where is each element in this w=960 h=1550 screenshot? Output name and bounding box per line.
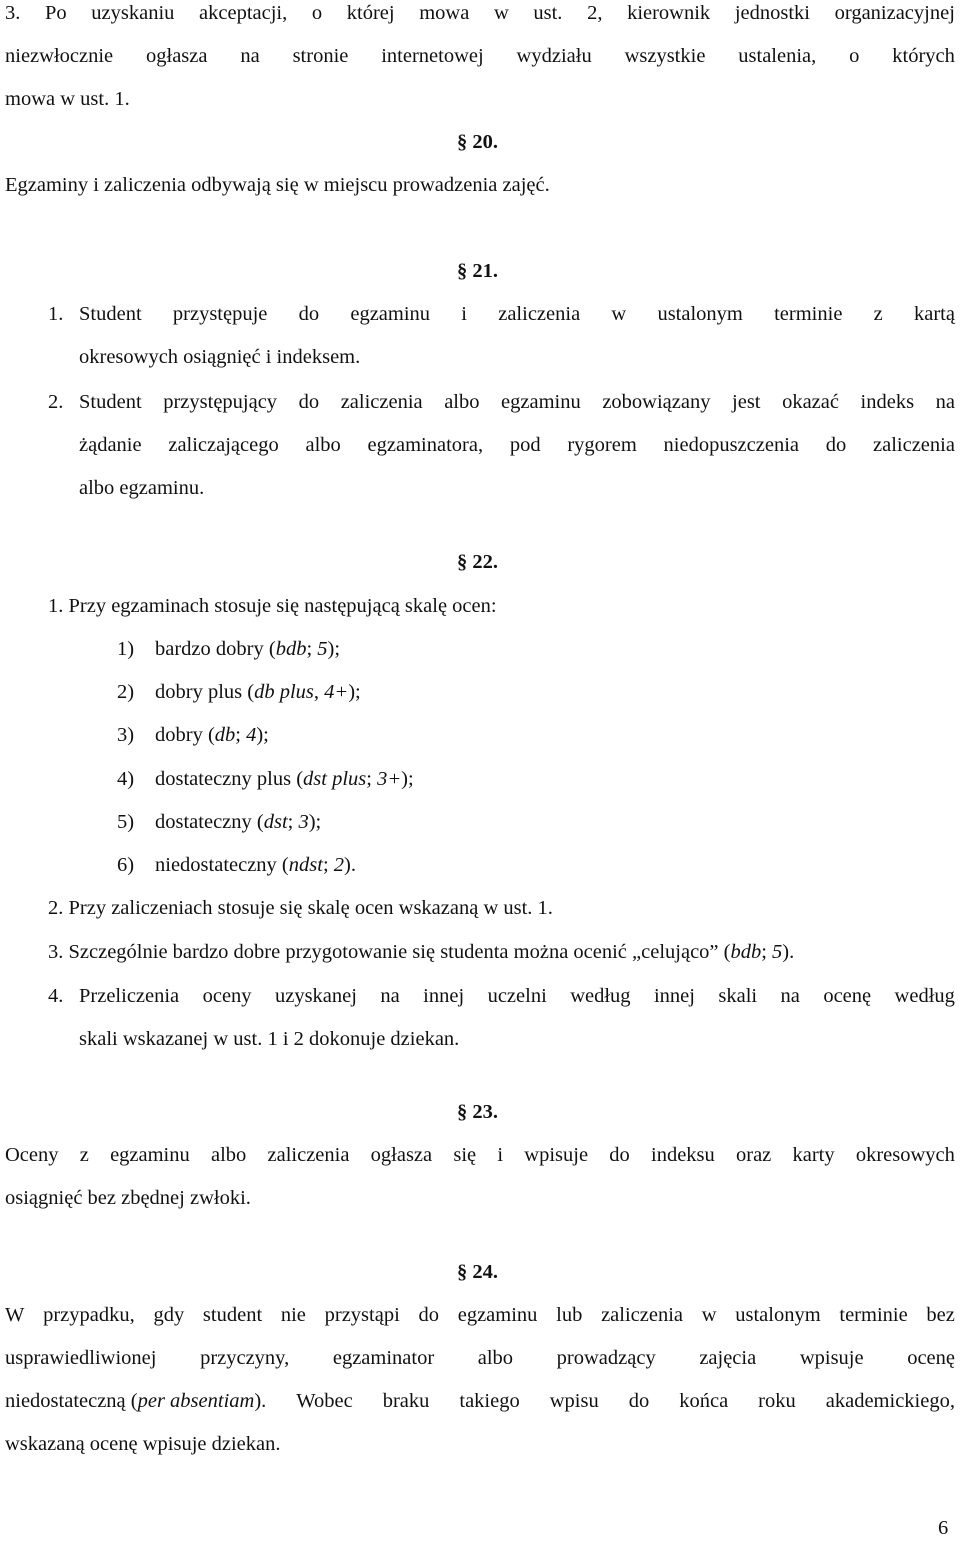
word: przyczyny, <box>200 1347 290 1369</box>
word: według <box>894 985 955 1007</box>
section-23-line-2: osiągnięć bez zbędnej zwłoki. <box>5 1187 251 1209</box>
word: do <box>609 1144 630 1166</box>
word: ustalenia, <box>738 45 817 67</box>
grade-close: ); <box>308 811 322 833</box>
grade-abbreviation: dst <box>263 811 288 833</box>
section-24-line-3-pre: niedostateczną ( <box>5 1390 138 1412</box>
section-20-heading: § 20. <box>457 131 498 153</box>
word: skali <box>718 985 758 1007</box>
word: ustalonym <box>735 1304 821 1326</box>
word: oraz <box>736 1144 772 1166</box>
grade-scale-number: 3) <box>117 724 135 746</box>
word: na <box>380 985 400 1007</box>
grade-close: ); <box>401 768 414 790</box>
word: egzaminator <box>332 1347 435 1369</box>
grade-scale-number: 4) <box>117 768 135 790</box>
grade-separator: ; <box>322 854 334 876</box>
section-24-line-3-post: ). <box>254 1390 267 1412</box>
grade-abbreviation: ndst <box>288 854 323 876</box>
grade-scale-number: 1) <box>117 638 135 660</box>
word: w <box>493 2 509 24</box>
word: uczelni <box>487 985 547 1007</box>
word: okazać <box>782 391 839 413</box>
grade-scale-item <box>155 844 356 887</box>
word: nie <box>280 1304 306 1326</box>
word: braku <box>382 1390 430 1412</box>
section-22-item-3-sep: ; <box>761 941 773 963</box>
word: egzaminatora, <box>367 434 484 456</box>
section-22-item-3-value: 5 <box>772 941 783 963</box>
paragraph-3-line-2 <box>5 35 955 78</box>
grade-scale-item <box>155 628 340 671</box>
section-22-item-3-close: ). <box>782 941 795 963</box>
section-22-item-4-number: 4. <box>48 985 64 1007</box>
word: albo <box>444 391 480 413</box>
section-21-item-1-line-1 <box>79 293 955 336</box>
word: egzaminu <box>501 391 581 413</box>
word: do <box>628 1390 650 1412</box>
grade-separator: ; <box>306 638 318 660</box>
word: terminie <box>839 1304 908 1326</box>
word: albo <box>210 1144 247 1166</box>
word: 2, <box>587 2 603 24</box>
grade-name: niedostateczny ( <box>155 854 289 876</box>
word: wpisu <box>549 1390 599 1412</box>
grade-abbreviation: db plus <box>254 681 314 703</box>
word: przypadku, <box>43 1304 135 1326</box>
grade-close: ). <box>344 854 356 876</box>
word: internetowej <box>381 45 484 67</box>
grade-scale-number: 6) <box>117 854 135 876</box>
section-21-item-2-number: 2. <box>48 391 64 413</box>
word: i <box>497 1144 504 1166</box>
grade-name: dostateczny plus ( <box>155 768 304 790</box>
word: na <box>240 45 260 67</box>
grade-close: ); <box>327 638 341 660</box>
word: o <box>311 2 323 24</box>
word: prowadzący <box>556 1347 656 1369</box>
word: organizacyjnej <box>834 2 955 24</box>
word: w <box>611 303 627 325</box>
word: przystępujący <box>163 391 278 413</box>
word: usprawiedliwionej <box>5 1347 157 1369</box>
section-24-latin-term: per absentiam <box>137 1390 255 1412</box>
section-21-item-2-line-3: albo egzaminu. <box>79 477 205 499</box>
grade-name: dobry ( <box>155 724 215 746</box>
word: karty <box>792 1144 835 1166</box>
word: Po <box>45 2 67 24</box>
grade-value: 4 <box>246 724 257 746</box>
grade-value: 3+ <box>377 768 402 790</box>
word: się <box>453 1144 477 1166</box>
grade-scale-item <box>155 801 321 844</box>
grade-name: bardzo dobry ( <box>155 638 276 660</box>
section-24-line-3 <box>5 1380 955 1423</box>
word: uzyskanej <box>274 985 357 1007</box>
grade-value: 5 <box>317 638 328 660</box>
word: ust. <box>533 2 563 24</box>
word: zaliczenia <box>267 1144 350 1166</box>
grade-separator: ; <box>366 768 378 790</box>
word: niedopuszczenia <box>663 434 799 456</box>
section-22-item-3 <box>48 931 794 974</box>
grade-value: 2 <box>333 854 345 876</box>
word: wpisuje <box>524 1144 589 1166</box>
word: okresowych <box>855 1144 955 1166</box>
section-22-item-4-line-1 <box>79 975 955 1018</box>
word: Student <box>79 391 142 413</box>
section-22-item-1: 1. Przy egzaminach stosuje się następującą skalę ocen: <box>48 595 497 617</box>
section-22-item-3-abbr: bdb <box>730 941 762 963</box>
word: egzaminu <box>350 303 431 325</box>
page-number: 6 <box>938 1517 949 1539</box>
section-23-line-1 <box>5 1134 955 1177</box>
section-24-line-4: wskazaną ocenę wpisuje dziekan. <box>5 1433 281 1455</box>
word: żądanie <box>79 434 142 456</box>
grade-scale-number: 2) <box>117 681 135 703</box>
section-21-item-2-line-1 <box>79 381 955 424</box>
word: końca <box>679 1390 729 1412</box>
grade-value: 4+ <box>324 681 349 703</box>
section-20-text: Egzaminy i zaliczenia odbywają się w miejscu prowadzenia zajęć. <box>5 174 550 196</box>
word: według <box>570 985 631 1007</box>
section-24-heading: § 24. <box>457 1261 498 1283</box>
word: niezwłocznie <box>5 45 114 67</box>
word: uzyskaniu <box>91 2 175 24</box>
word: do <box>298 391 320 413</box>
word: kierownik <box>627 2 711 24</box>
word: rygorem <box>567 434 637 456</box>
word: akademickiego, <box>825 1390 955 1412</box>
word: mowa <box>419 2 470 24</box>
section-24-line-3-start <box>5 1380 266 1423</box>
word: i <box>461 303 467 325</box>
word: Oceny <box>5 1144 59 1166</box>
word: ogłasza <box>146 45 208 67</box>
word: wpisuje <box>799 1347 864 1369</box>
word: lub <box>556 1304 583 1326</box>
paragraph-3-line-3: mowa w ust. 1. <box>5 88 130 110</box>
word: egzaminu <box>110 1144 190 1166</box>
grade-name: dostateczny ( <box>155 811 264 833</box>
word: przystąpi <box>324 1304 400 1326</box>
word: Student <box>79 303 142 325</box>
section-22-item-4-line-2: skali wskazanej w ust. 1 i 2 dokonuje dziekan. <box>79 1028 460 1050</box>
section-22-heading: § 22. <box>457 551 498 573</box>
word: indeks <box>860 391 915 413</box>
word: do <box>825 434 847 456</box>
word: o <box>849 45 860 67</box>
word: akceptacji, <box>199 2 288 24</box>
word: zaliczającego <box>168 434 279 456</box>
word: zaliczenia <box>873 434 955 456</box>
grade-value: 3 <box>298 811 309 833</box>
section-21-item-1-line-2: okresowych osiągnięć i indeksem. <box>79 346 361 368</box>
word: zaliczenia <box>498 303 581 325</box>
paragraph-3-line-1 <box>5 0 955 35</box>
word: w <box>701 1304 717 1326</box>
word: Wobec <box>296 1390 353 1412</box>
section-24-line-1 <box>5 1294 955 1337</box>
word: terminie <box>774 303 843 325</box>
section-21-item-1-number: 1. <box>48 303 64 325</box>
word: jednostki <box>734 2 810 24</box>
word: zobowiązany <box>602 391 711 413</box>
grade-separator: ; <box>287 811 299 833</box>
grade-scale-item <box>155 714 269 757</box>
word: na <box>780 985 800 1007</box>
word: takiego <box>459 1390 520 1412</box>
word: zaliczenia <box>601 1304 683 1326</box>
word: z <box>79 1144 89 1166</box>
word: ocenę <box>907 1347 955 1369</box>
word: kartą <box>914 303 955 325</box>
word: których <box>892 45 955 67</box>
grade-abbreviation: db <box>214 724 236 746</box>
word: ustalonym <box>657 303 743 325</box>
word: z <box>873 303 883 325</box>
word: bez <box>926 1304 955 1326</box>
word: której <box>346 2 395 24</box>
word: do <box>418 1304 439 1326</box>
word: jest <box>732 391 761 413</box>
word: przystępuje <box>172 303 268 325</box>
word: wszystkie <box>624 45 706 67</box>
grade-abbreviation: bdb <box>275 638 307 660</box>
grade-scale-number: 5) <box>117 811 135 833</box>
grade-name: dobry plus ( <box>155 681 255 703</box>
word: do <box>298 303 320 325</box>
word: albo <box>477 1347 514 1369</box>
grade-separator: ; <box>235 724 247 746</box>
word: ocenę <box>823 985 872 1007</box>
word: stronie <box>292 45 349 67</box>
word: ogłasza <box>370 1144 433 1166</box>
section-21-heading: § 21. <box>457 260 498 282</box>
word: roku <box>758 1390 796 1412</box>
word: gdy <box>153 1304 185 1326</box>
word: zaliczenia <box>340 391 423 413</box>
word: innej <box>423 985 465 1007</box>
word: zajęcia <box>699 1347 757 1369</box>
word: na <box>935 391 955 413</box>
word: wydziału <box>516 45 592 67</box>
word: student <box>202 1304 263 1326</box>
word: innej <box>653 985 695 1007</box>
word: egzaminu <box>457 1304 538 1326</box>
word: 3. <box>5 2 21 24</box>
section-23-heading: § 23. <box>457 1101 498 1123</box>
section-24-line-2 <box>5 1337 955 1380</box>
grade-close: ); <box>256 724 269 746</box>
word: Przeliczenia <box>79 985 180 1007</box>
section-21-item-2-line-2 <box>79 424 955 467</box>
grade-abbreviation: dst plus <box>303 768 367 790</box>
word: indeksu <box>651 1144 715 1166</box>
grade-scale-item <box>155 671 361 714</box>
section-22-item-2: 2. Przy zaliczeniach stosuje się skalę ocen wskazaną w ust. 1. <box>48 897 553 919</box>
section-22-item-3-text: 3. Szczególnie bardzo dobre przygotowanie się studenta można ocenić „celująco” ( <box>48 941 731 963</box>
grade-scale-item <box>155 758 414 801</box>
word: pod <box>509 434 541 456</box>
grade-close: ); <box>348 681 361 703</box>
word: albo <box>305 434 341 456</box>
grade-separator: , <box>313 681 325 703</box>
word: oceny <box>202 985 252 1007</box>
word: W <box>5 1304 25 1326</box>
